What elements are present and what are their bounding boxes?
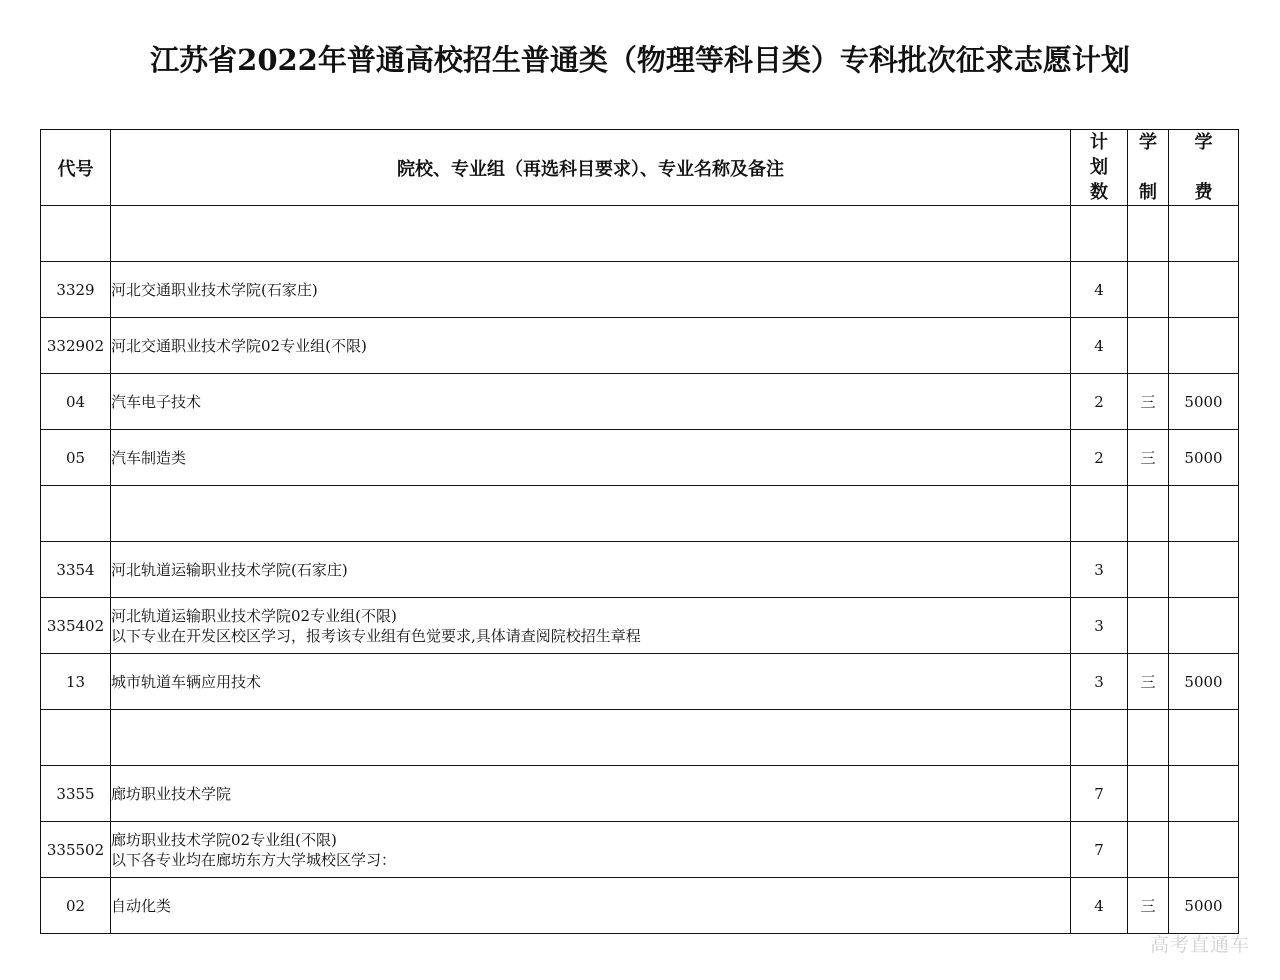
- table-row: [41, 822, 1239, 878]
- cell-plan: 3: [1071, 654, 1128, 710]
- header-duration-char: 学: [1139, 132, 1157, 153]
- table-row: [41, 654, 1239, 710]
- cell-note-text: 以下专业在开发区校区学习，报考该专业组有色觉要求,具体请查阅院校招生章程: [111, 626, 641, 645]
- cell-fee: [1169, 766, 1239, 822]
- cell-duration: [1128, 542, 1169, 598]
- table-row: [41, 430, 1239, 486]
- header-fee: [1169, 130, 1239, 206]
- cell-duration: [1128, 486, 1169, 542]
- cell-name: [111, 766, 1071, 822]
- cell-name: [111, 374, 1071, 430]
- cell-name: [111, 598, 1071, 654]
- cell-duration: [1128, 766, 1169, 822]
- cell-plan: 2: [1071, 430, 1128, 486]
- cell-duration: [1128, 206, 1169, 262]
- cell-name-text: 河北交通职业技术学院02专业组(不限): [111, 336, 367, 355]
- watermark-text: 高考直通车: [1149, 934, 1250, 956]
- cell-code: 3329: [41, 262, 111, 318]
- cell-plan: 4: [1071, 262, 1128, 318]
- cell-name-text: 汽车制造类: [111, 448, 187, 467]
- cell-name-text: 河北轨道运输职业技术学院(石家庄): [111, 560, 348, 579]
- table-row: [41, 766, 1239, 822]
- cell-plan: 4: [1071, 318, 1128, 374]
- cell-code: [41, 206, 111, 262]
- header-plan-char: 数: [1090, 182, 1108, 203]
- cell-code: [41, 486, 111, 542]
- page-title: 江苏省2022年普通高校招生普通类（物理等科目类）专科批次征求志愿计划: [150, 43, 1130, 77]
- cell-name-text: 廊坊职业技术学院: [111, 784, 232, 803]
- cell-duration: 三: [1128, 430, 1169, 486]
- cell-fee: [1169, 318, 1239, 374]
- cell-code: 02: [41, 878, 111, 934]
- table-row: [41, 262, 1239, 318]
- cell-name-text: 河北交通职业技术学院(石家庄): [111, 280, 318, 299]
- cell-plan: [1071, 710, 1128, 766]
- cell-name: [111, 654, 1071, 710]
- cell-duration: [1128, 598, 1169, 654]
- cell-plan: 3: [1071, 598, 1128, 654]
- table-row: [41, 374, 1239, 430]
- header-duration-char: [1139, 155, 1157, 180]
- table-row: [41, 878, 1239, 934]
- table-row: [41, 318, 1239, 374]
- cell-plan: 7: [1071, 766, 1128, 822]
- cell-code: 3355: [41, 766, 111, 822]
- cell-name: [111, 430, 1071, 486]
- cell-duration: 三: [1128, 374, 1169, 430]
- table-row: [41, 486, 1239, 542]
- header-duration: [1128, 130, 1169, 206]
- table-row: [41, 206, 1239, 262]
- cell-duration: 三: [1128, 878, 1169, 934]
- cell-code: 335502: [41, 822, 111, 878]
- cell-fee: [1169, 486, 1239, 542]
- cell-fee: 5000: [1169, 654, 1239, 710]
- cell-code: 13: [41, 654, 111, 710]
- header-duration-char: 制: [1139, 182, 1157, 203]
- cell-name: [111, 318, 1071, 374]
- cell-name: [111, 262, 1071, 318]
- header-fee-char: 学: [1194, 132, 1213, 153]
- cell-code: 04: [41, 374, 111, 430]
- table-row: [41, 598, 1239, 654]
- cell-name: [111, 486, 1071, 542]
- cell-code: 332902: [41, 318, 111, 374]
- cell-name-text: 自动化类: [111, 896, 172, 915]
- cell-fee: [1169, 262, 1239, 318]
- cell-fee: 5000: [1169, 430, 1239, 486]
- cell-name-text: 城市轨道车辆应用技术: [111, 672, 262, 691]
- cell-plan: [1071, 206, 1128, 262]
- cell-duration: [1128, 822, 1169, 878]
- table-row: [41, 710, 1239, 766]
- cell-fee: [1169, 598, 1239, 654]
- cell-code: [41, 710, 111, 766]
- header-fee-char: [1195, 155, 1213, 180]
- cell-fee: 5000: [1169, 374, 1239, 430]
- cell-code: 05: [41, 430, 111, 486]
- cell-plan: [1071, 486, 1128, 542]
- cell-name-text: 廊坊职业技术学院02专业组(不限): [111, 830, 337, 849]
- header-name: 院校、专业组（再选科目要求）、专业名称及备注: [111, 130, 1071, 206]
- cell-fee: [1169, 542, 1239, 598]
- cell-code: 335402: [41, 598, 111, 654]
- cell-code: 3354: [41, 542, 111, 598]
- cell-duration: 三: [1128, 654, 1169, 710]
- cell-name: [111, 710, 1071, 766]
- cell-plan: 2: [1071, 374, 1128, 430]
- cell-fee: [1169, 710, 1239, 766]
- cell-plan: 4: [1071, 878, 1128, 934]
- cell-name-text: 汽车电子技术: [111, 392, 202, 411]
- cell-name-text: 河北轨道运输职业技术学院02专业组(不限): [111, 606, 397, 625]
- cell-name: [111, 542, 1071, 598]
- cell-name: [111, 878, 1071, 934]
- cell-plan: 7: [1071, 822, 1128, 878]
- header-code: 代号: [41, 130, 111, 206]
- cell-duration: [1128, 710, 1169, 766]
- cell-plan: 3: [1071, 542, 1128, 598]
- header-plan: [1071, 130, 1128, 206]
- cell-name: [111, 206, 1071, 262]
- cell-duration: [1128, 262, 1169, 318]
- cell-fee: 5000: [1169, 878, 1239, 934]
- cell-name: [111, 822, 1071, 878]
- cell-note-text: 以下各专业均在廊坊东方大学城校区学习：: [111, 850, 397, 869]
- cell-fee: [1169, 822, 1239, 878]
- header-plan-char: 计: [1090, 132, 1108, 153]
- cell-duration: [1128, 318, 1169, 374]
- header-plan-char: 划: [1090, 157, 1108, 178]
- header-fee-char: 费: [1194, 182, 1213, 203]
- cell-fee: [1169, 206, 1239, 262]
- table-row: [41, 542, 1239, 598]
- enrollment-plan-table: [40, 129, 1239, 934]
- table-header-row: [41, 130, 1239, 206]
